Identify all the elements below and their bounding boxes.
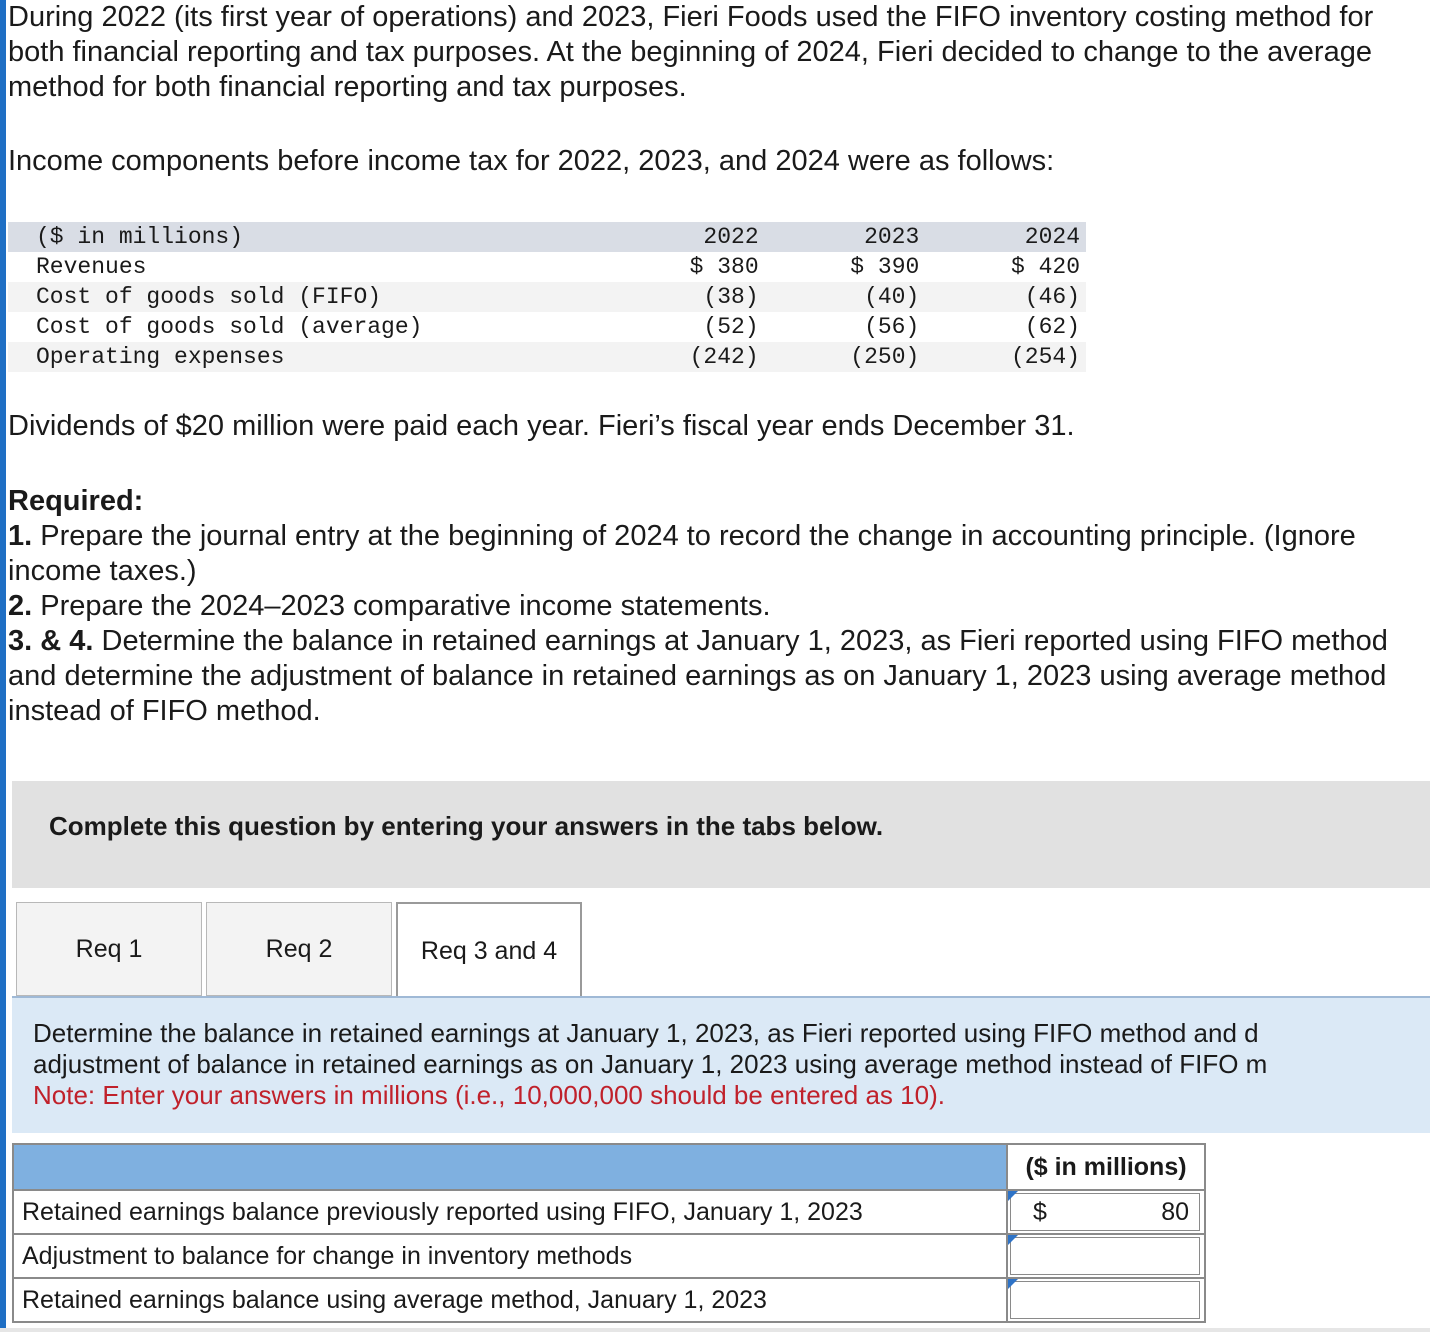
bottom-edge (0, 1328, 1430, 1332)
tab-req-3-and-4[interactable]: Req 3 and 4 (396, 902, 582, 998)
left-accent-bar (0, 0, 6, 1332)
table-row (8, 342, 1086, 372)
header-blank (13, 1144, 1007, 1190)
input-flag-icon (1008, 1279, 1018, 1289)
instructions-note: Note: Enter your answers in millions (i.e., 10,000,000 should be entered as 10). (33, 1080, 945, 1110)
instructions-text (33, 1018, 1430, 1111)
answer-row-label: Retained earnings balance using average method, January 1, 2023 (13, 1278, 1007, 1322)
cell-value: $ 390 (850, 254, 920, 280)
row-label: Cost of goods sold (FIFO) (8, 282, 647, 312)
answer-input[interactable] (1010, 1193, 1200, 1231)
cell-value: (62) (1024, 314, 1080, 340)
banner-text: Complete this question by entering your answers in the tabs below. (49, 811, 884, 841)
cell-value: $ 380 (689, 254, 759, 280)
required-item: 2. Prepare the 2024–2023 comparative income statements. (8, 590, 771, 622)
table-row (8, 312, 1086, 342)
table-row (8, 252, 1086, 282)
answer-value: 80 (1161, 1197, 1189, 1226)
dividends-text: Dividends of $20 million were paid each year. Fieri’s fiscal year ends December 31. (8, 410, 1075, 442)
required-item: 1. Prepare the journal entry at the beginning of 2024 to record the change in accounting principle. (Ignore income taxes.) (8, 520, 1356, 587)
intro-paragraph: During 2022 (its first year of operations) and 2023, Fieri Foods used the FIFO inventory costing method for both financial reporting and tax purposes. At the beginning of 2024, Fieri decided to change to the average method for both financial reporting and tax purposes. (8, 1, 1374, 103)
answer-row-label: Retained earnings balance previously reported using FIFO, January 1, 2023 (13, 1190, 1007, 1234)
unit-header: ($ in millions) (1007, 1144, 1205, 1190)
cell-value: (254) (925, 342, 1086, 372)
row-label: Revenues (36, 254, 147, 280)
cell-value: $ 420 (1010, 254, 1080, 280)
required-section (8, 484, 1423, 729)
row-label: Cost of goods sold (average) (36, 314, 423, 340)
row-label: Operating expenses (8, 342, 647, 372)
year-header: 2022 (647, 222, 765, 252)
tab-req-2[interactable]: Req 2 (206, 902, 392, 996)
cell-value: (56) (864, 314, 920, 340)
answer-table (12, 1143, 1206, 1323)
answer-row (13, 1278, 1205, 1322)
cell-value: (46) (925, 282, 1086, 312)
input-flag-icon (1008, 1235, 1018, 1245)
tab-panel-instructions (12, 996, 1430, 1133)
answer-row (13, 1234, 1205, 1278)
table-row (8, 282, 1086, 312)
answer-cell (1007, 1190, 1205, 1234)
answer-row-label: Adjustment to balance for change in inventory methods (13, 1234, 1007, 1278)
year-header: 2024 (925, 222, 1086, 252)
instructions-line: adjustment of balance in retained earnings as on January 1, 2023 using average method instead of FIFO m (33, 1049, 1268, 1079)
income-components-table (8, 222, 1086, 372)
cell-value: (40) (765, 282, 926, 312)
income-intro: Income components before income tax for 2022, 2023, and 2024 were as follows: (8, 145, 1055, 177)
instruction-banner (12, 781, 1430, 888)
tab-req-1[interactable]: Req 1 (16, 902, 202, 996)
answer-input[interactable] (1010, 1237, 1200, 1275)
cell-value: (242) (647, 342, 765, 372)
cell-value: (52) (703, 314, 759, 340)
currency-symbol: $ (1033, 1197, 1047, 1226)
cell-value: (250) (765, 342, 926, 372)
required-item: 3. & 4. Determine the balance in retained earnings at January 1, 2023, as Fieri reported using FIFO method and determine the adjustment of balance in retained earnings as on January 1, 2023 using average method instead of FIFO method. (8, 625, 1388, 727)
year-header: 2023 (765, 222, 926, 252)
answer-row (13, 1190, 1205, 1234)
input-flag-icon (1008, 1191, 1018, 1201)
table-header-row (8, 222, 1086, 252)
answer-cell (1007, 1278, 1205, 1322)
instructions-line: Determine the balance in retained earnings at January 1, 2023, as Fieri reported using FIFO method and d (33, 1018, 1259, 1048)
answer-cell (1007, 1234, 1205, 1278)
answer-input[interactable] (1010, 1281, 1200, 1319)
answer-header-row (13, 1144, 1205, 1190)
required-heading: Required: (8, 485, 144, 517)
cell-value: (38) (647, 282, 765, 312)
unit-label: ($ in millions) (8, 222, 647, 252)
